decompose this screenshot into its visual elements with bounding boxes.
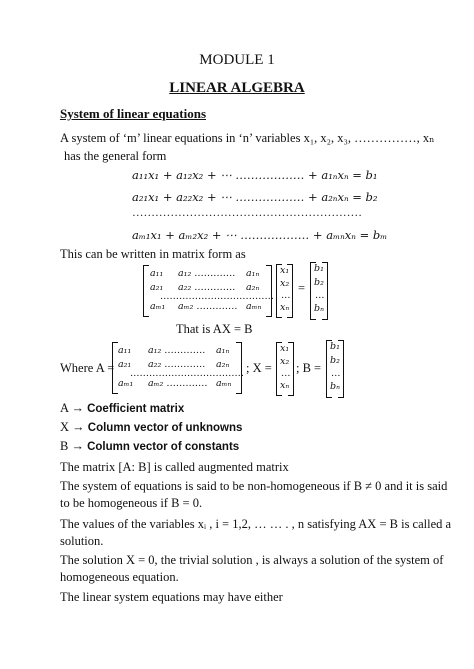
- linear-system-either: The linear system equations may have either: [60, 590, 283, 604]
- matrix-cell: a₂₂ ………….: [148, 359, 206, 370]
- that-is-line: That is AX = B: [176, 322, 253, 336]
- vector-cell: b₁: [330, 341, 340, 352]
- matrix-dots: ………………………………: [130, 368, 244, 379]
- equation-dots: ……………………………………………………: [132, 207, 362, 219]
- matrix-cell: a₂₂ ………….: [178, 282, 236, 293]
- definition-text: Column vector of constants: [87, 441, 240, 453]
- vector-cell: x₁: [280, 343, 290, 354]
- vector-cell: bₙ: [330, 381, 340, 392]
- equation-2: a₂₁x₁ + a₂₂x₂ + ⋯ ……………… + a₂ₙxₙ = b₂: [132, 190, 378, 204]
- matrix-cell: a₁₁: [150, 268, 164, 279]
- vector-cell: x₁: [280, 265, 290, 276]
- vector-cell: bₙ: [314, 303, 324, 314]
- equals-sign: =: [298, 281, 306, 295]
- matrix-cell: a₁₁: [118, 345, 132, 356]
- matrix-cell: aₘₙ: [246, 301, 262, 312]
- matrix-cell: a₁₂ ………….: [178, 268, 236, 279]
- matrix-cell: a₂₁: [150, 282, 164, 293]
- definition-text: Column vector of unknowns: [87, 422, 243, 434]
- intro-line-2: has the general form: [64, 149, 167, 163]
- vector-cell: b₂: [314, 277, 324, 288]
- equation-m: aₘ₁x₁ + aₘ₂x₂ + ⋯ ……………… + aₘₙxₙ = bₘ: [132, 228, 388, 242]
- vector-cell: b₁: [314, 263, 324, 274]
- matrix-cell: aₘ₁: [118, 378, 134, 389]
- augmented-matrix-text: The matrix [A: B] is called augmented matrix: [60, 460, 289, 474]
- matrix-cell: aₘₙ: [216, 378, 232, 389]
- definition-B: [60, 439, 239, 454]
- equation-1: a₁₁x₁ + a₁₂x₂ + ⋯ ……………… + a₁ₙxₙ = b₁: [132, 168, 378, 182]
- homogeneous-line-2: to be homogeneous if B = 0.: [60, 496, 203, 510]
- vector-cell: b₂: [330, 355, 340, 366]
- where-prefix: Where A =: [60, 361, 115, 375]
- definition-text: Coefficient matrix: [87, 403, 185, 415]
- section-heading: System of linear equations: [60, 106, 207, 121]
- where-b-label: ; B =: [296, 361, 322, 375]
- page-title: LINEAR ALGEBRA: [169, 80, 305, 96]
- matrix-dots: ………………………………: [160, 291, 274, 302]
- definition-X: [60, 420, 242, 435]
- module-label: MODULE 1: [199, 52, 275, 68]
- solution-values-line-1: The values of the variables xᵢ , i = 1,2, … … . , n satisfying AX = B is called a: [60, 517, 452, 531]
- matrix-cell: aₘ₂ ………….: [148, 378, 208, 389]
- vector-cell: x₂: [280, 278, 290, 289]
- matrix-cell: a₁ₙ: [216, 345, 230, 356]
- matrix-cell: aₘ₂ ………….: [178, 301, 238, 312]
- vector-cell: …: [281, 290, 291, 301]
- matrix-cell: a₂₁: [118, 359, 132, 370]
- where-x-label: ; X =: [246, 361, 272, 375]
- vector-cell: …: [315, 290, 325, 301]
- trivial-line-1: The solution X = 0, the trivial solution , is always a solution of the system of: [60, 553, 444, 567]
- vector-cell: x₂: [280, 356, 290, 367]
- definition-symbol: X →: [60, 420, 85, 434]
- definition-symbol: A →: [60, 401, 84, 415]
- matrix-cell: aₘ₁: [150, 301, 166, 312]
- definition-symbol: B →: [60, 439, 84, 453]
- intro-line-1: A system of ‘m’ linear equations in ‘n’ variables x₁, x₂, x₃, ……………, xₙ: [60, 131, 435, 145]
- vector-cell: xₙ: [280, 302, 290, 313]
- solution-values-line-2: solution.: [60, 534, 104, 548]
- trivial-line-2: homogeneous equation.: [60, 570, 179, 584]
- matrix-cell: a₂ₙ: [246, 282, 260, 293]
- definition-A: [60, 401, 184, 416]
- vector-cell: …: [331, 368, 341, 379]
- homogeneous-line-1: The system of equations is said to be non-homogeneous if B ≠ 0 and it is said: [60, 479, 448, 493]
- vector-cell: xₙ: [280, 380, 290, 391]
- matrix-cell: a₁₂ ………….: [148, 345, 206, 356]
- matrix-form-text: This can be written in matrix form as: [60, 247, 246, 261]
- matrix-cell: a₂ₙ: [216, 359, 230, 370]
- vector-cell: …: [281, 368, 291, 379]
- matrix-cell: a₁ₙ: [246, 268, 260, 279]
